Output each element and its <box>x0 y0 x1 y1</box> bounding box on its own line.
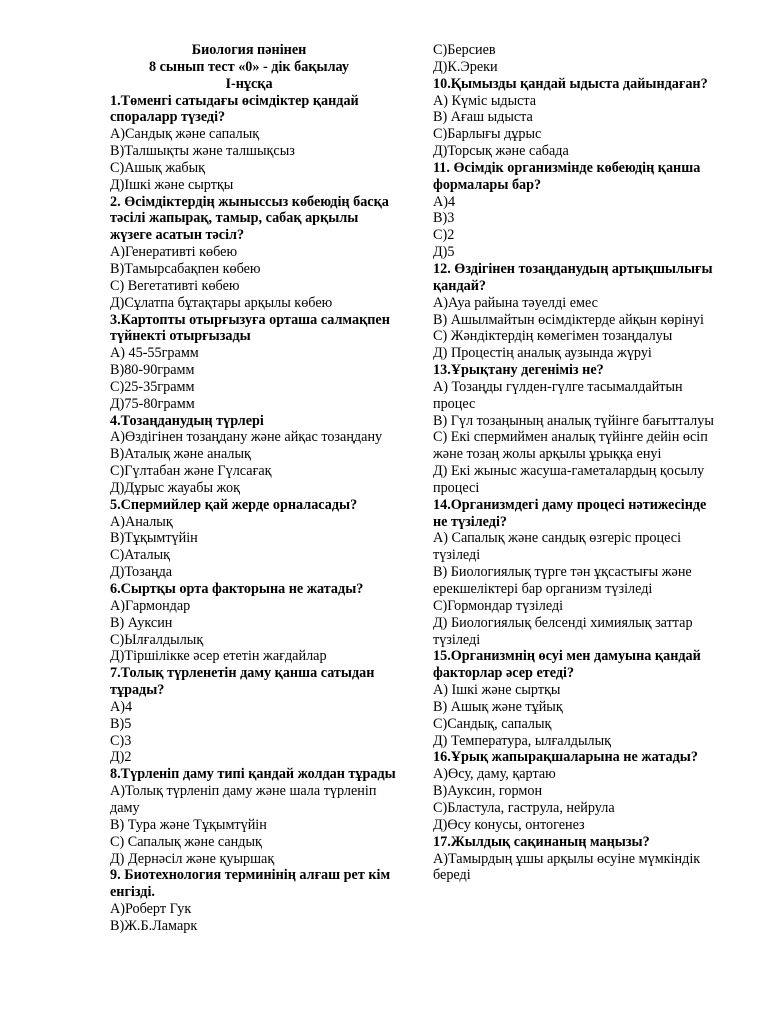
answer-option: С)Ылғалдылық <box>110 631 204 648</box>
answer-option: С)Аталық <box>110 547 171 564</box>
document-subtitle: 8 сынып тест «0» - дік бақылау <box>148 58 350 75</box>
question-block <box>110 194 400 312</box>
question-text: 7.Толық түрленетін даму қанша сатыдан тұрады? <box>110 665 375 699</box>
answer-option: С)Барлығы дұрыс <box>433 126 542 143</box>
question-block <box>433 497 723 649</box>
answer-option: В)Тамырсабақпен көбею <box>110 260 261 277</box>
question-text: 12. Өздігінен тозаңданудың артықшылығы қандай? <box>433 260 713 294</box>
question-text: 4.Тозаңданудың түрлері <box>110 412 264 429</box>
question-text: 3.Картопты отырғызуға орташа салмақпен түйнекті отырғызады <box>110 311 390 345</box>
question-block <box>110 312 400 413</box>
answer-option: А)4 <box>433 193 456 210</box>
question-text: 5.Спермийлер қай жерде орналасады? <box>110 496 358 513</box>
answer-option: С) Екі спермиймен аналық түйінге дейін өсіп және тозаң жолы арқылы ұрыққа енуі <box>433 429 708 463</box>
answer-option: С)Гүлтабан және Гүлсағақ <box>110 463 272 480</box>
question-block <box>110 413 400 497</box>
answer-option: А) Күміс ыдыста <box>433 92 537 109</box>
answer-option: Д) Процестің аналық аузында жүруі <box>433 345 652 362</box>
answer-option: А)Тамырдың ұшы арқылы өсуіне мүмкіндік береді <box>433 850 701 884</box>
answer-option: В)80-90грамм <box>110 362 195 379</box>
answer-option: С) Вегетативті көбею <box>110 277 240 294</box>
question-text: 1.Төменгі сатыдағы өсімдіктер қандай спораларр түзеді? <box>110 92 359 126</box>
answer-option: Д) Екі жыныс жасуша-гаметалардың қосылу процесі <box>433 463 705 496</box>
question-block <box>433 834 723 885</box>
left-column <box>110 42 400 935</box>
answer-option: В)Ауксин, гормон <box>433 783 543 800</box>
answer-option: А) Тозаңды гүлден-гүлге тасымалдайтын процес <box>433 378 683 412</box>
answer-option: Д)2 <box>110 749 132 766</box>
question-block <box>433 362 723 497</box>
question-text: 10.Қымызды қандай ыдыста дайындаған? <box>433 75 708 92</box>
question-block <box>433 648 723 749</box>
answer-option: А)Аналық <box>110 513 173 530</box>
answer-option: А)Өздігінен тозаңдану және айқас тозаңдану <box>110 429 383 446</box>
answer-option: В) Тура және Тұқымтүйін <box>110 816 267 833</box>
document-title: Биология пәнінен <box>191 42 307 58</box>
answer-option: А)Роберт Гук <box>110 901 192 918</box>
answer-option: С) Сапалық және сандық <box>110 833 262 850</box>
answer-option: Д)Торсық және сабада <box>433 143 569 160</box>
question-text: 14.Организмдегі даму процесі нәтижесінде не түзіледі? <box>433 496 707 530</box>
question-block <box>433 749 723 833</box>
question-text: 6.Сыртқы орта факторына не жатады? <box>110 581 364 597</box>
answer-option: А)Сандық және сапалық <box>110 126 260 143</box>
question-text: 16.Ұрық жапырақшаларына не жатады? <box>433 749 698 766</box>
answer-option: А)Толық түрленіп даму және шала түрленіп даму <box>110 783 377 816</box>
answer-option: Д)Сұлатпа бұтақтары арқылы көбею <box>110 294 333 311</box>
question-block <box>110 867 400 934</box>
answer-option: А) Сапалық және сандық өзгеріс процесі түзіледі <box>433 530 682 564</box>
answer-option: В) Гүл тозаңының аналық түйінге бағытталуы <box>433 412 714 429</box>
question-block <box>433 76 723 160</box>
answer-option: В) Ағаш ыдыста <box>433 109 533 126</box>
question-block <box>433 160 723 261</box>
answer-option: Д) Температура, ылғалдылық <box>433 732 612 749</box>
question-text: 8.Түрленіп даму типі қандай жолдан тұрады <box>110 766 396 783</box>
answer-option: С)25-35грамм <box>110 378 195 395</box>
answer-option: А)Өсу, даму, қартаю <box>433 766 556 783</box>
answer-option: В) Биологиялық түрге тән ұқсастығы және ерекшеліктері бар организм түзіледі <box>433 564 692 597</box>
question-text: 15.Организмнің өсуі мен дамуына қандай факторлар әсер етеді? <box>433 648 701 682</box>
answer-option: Д)Тіршілікке әсер ететін жағдайлар <box>110 648 327 665</box>
answer-option: В) Ауксин <box>110 614 173 631</box>
answer-option: Д)5 <box>433 244 455 261</box>
question-block <box>110 766 400 867</box>
answer-option: В)Аталық және аналық <box>110 446 251 463</box>
answer-option: Д) Биологиялық белсенді химиялық заттар түзіледі <box>433 614 693 648</box>
variant-label: І-нұсқа <box>225 75 273 92</box>
answer-option: В)Тұқымтүйін <box>110 530 198 547</box>
question-block <box>110 665 400 766</box>
answer-option: С)Гормондар түзіледі <box>433 597 564 614</box>
answer-option: А)4 <box>110 698 133 715</box>
answer-option: Д)Ішкі және сыртқы <box>110 176 234 193</box>
question-text: 2. Өсімдіктердің жыныссыз көбеюдің басқа тәсілі жапырақ, тамыр, сабақ арқылы жүзеге асатын тәсіл? <box>110 193 389 244</box>
answer-option: Д)Өсу конусы, онтогенез <box>433 816 585 833</box>
document-header <box>110 42 388 93</box>
question-continuation <box>433 42 723 76</box>
answer-option: С)Берсиев <box>433 42 496 58</box>
question-text: 17.Жылдық сақинаның маңызы? <box>433 833 650 850</box>
answer-option: С)Ашық жабық <box>110 159 206 176</box>
answer-option: С)2 <box>433 227 455 244</box>
answer-option: А)Ауа райына тәуелді емес <box>433 294 598 311</box>
answer-option: А)Гармондар <box>110 597 191 614</box>
question-block <box>433 261 723 362</box>
answer-option: В)Ж.Б.Ламарк <box>110 917 198 934</box>
question-block <box>110 581 400 665</box>
answer-option: А) Ішкі және сыртқы <box>433 682 561 699</box>
question-text: 13.Ұрықтану дегеніміз не? <box>433 362 604 379</box>
answer-option: С)Бластула, гаструла, нейрула <box>433 799 615 816</box>
answer-option: А)Генеративті көбею <box>110 244 238 261</box>
answer-option: С)Сандық, сапалық <box>433 715 552 732</box>
answer-option: В) Ашылмайтын өсімдіктерде айқын көрінуі <box>433 311 704 328</box>
question-text: 9. Биотехнология терминінің алғаш рет кім енгізді. <box>110 867 391 901</box>
answer-option: В)5 <box>110 715 132 732</box>
question-block <box>110 93 400 194</box>
answer-option: Д)К.Эреки <box>433 58 498 75</box>
answer-option: В) Ашық және тұйық <box>433 698 563 715</box>
question-block <box>110 497 400 581</box>
answer-option: В)Талшықты және талшықсыз <box>110 143 295 160</box>
answer-option: В)3 <box>433 210 455 227</box>
question-text: 11. Өсімдік организмінде көбеюдің қанша формалары бар? <box>433 159 701 193</box>
answer-option: Д)75-80грамм <box>110 395 195 412</box>
answer-option: Д)Дұрыс жауабы жоқ <box>110 479 240 496</box>
answer-option: Д)Тозаңда <box>110 564 173 581</box>
right-column <box>433 42 723 884</box>
answer-option: А) 45-55грамм <box>110 345 199 362</box>
answer-option: С)3 <box>110 732 132 749</box>
answer-option: С) Жәндіктердің көмегімен тозаңдалуы <box>433 328 673 345</box>
answer-option: Д) Дернәсіл және қуыршақ <box>110 850 275 867</box>
